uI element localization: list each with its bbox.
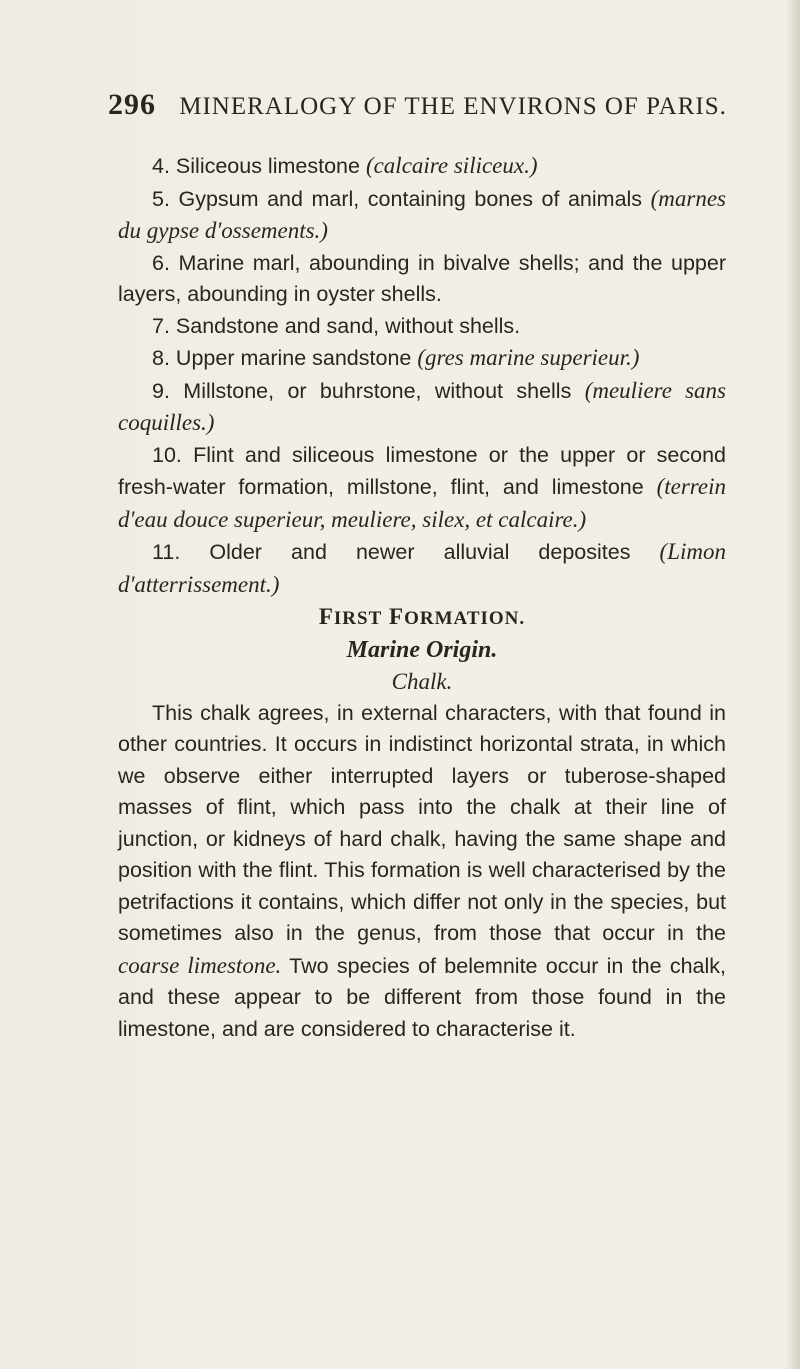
list-item: 9. Millstone, or buhrstone, without shells (meuliere sans coquilles.) [118, 377, 726, 435]
body-paragraph: This chalk agrees, in external characters, with that found in other countries. It occurs in indistinct horizontal strata, in which we observe either interrupted layers or tuberose-shaped masses of flint, which pass into the chalk at their line of junction, or kidneys of hard chalk, having the same shape and position with the flint. This formation is well characterised by the petrifactions it contains, which differ not only in the species, but sometimes also in the genus, from those that occur in the coarse limestone. Two species of belemnite occur in the chalk, and these appear to be different from those found in the limestone, and are considered to characterise it. [118, 700, 726, 1041]
list-item: 5. Gypsum and marl, containing bones of animals (marnes du gypse d'ossements.) [118, 185, 726, 243]
list-item: 11. Older and newer alluvial deposites (Limon d'atterrissement.) [118, 539, 726, 597]
list-item: 4. Siliceous limestone (calcaire siliceux.) [152, 153, 538, 178]
list-item: 7. Sandstone and sand, without shells. [152, 313, 521, 338]
list-item: 8. Upper marine sandstone (gres marine superieur.) [152, 345, 640, 370]
page-number: 296 [108, 88, 156, 121]
list-item: 6. Marine marl, abounding in bivalve shells; and the upper layers, abounding in oyster shells. [118, 250, 726, 306]
section-subsubheading: Chalk. [391, 669, 453, 694]
list-item: 10. Flint and siliceous limestone or the upper or second fresh-water formation, millstone, flint, and limestone (terrein d'eau douce superieur, meuliere, silex, et calcaire.) [118, 442, 726, 532]
running-header [108, 88, 728, 122]
section-subheading: Marine Origin. [346, 636, 498, 663]
page-edge-shadow [786, 0, 800, 1369]
running-title: MINERALOGY OF THE ENVIRONS OF PARIS. [179, 93, 727, 120]
section-heading: FIRST FORMATION. [318, 604, 526, 629]
page-body [118, 150, 726, 1045]
